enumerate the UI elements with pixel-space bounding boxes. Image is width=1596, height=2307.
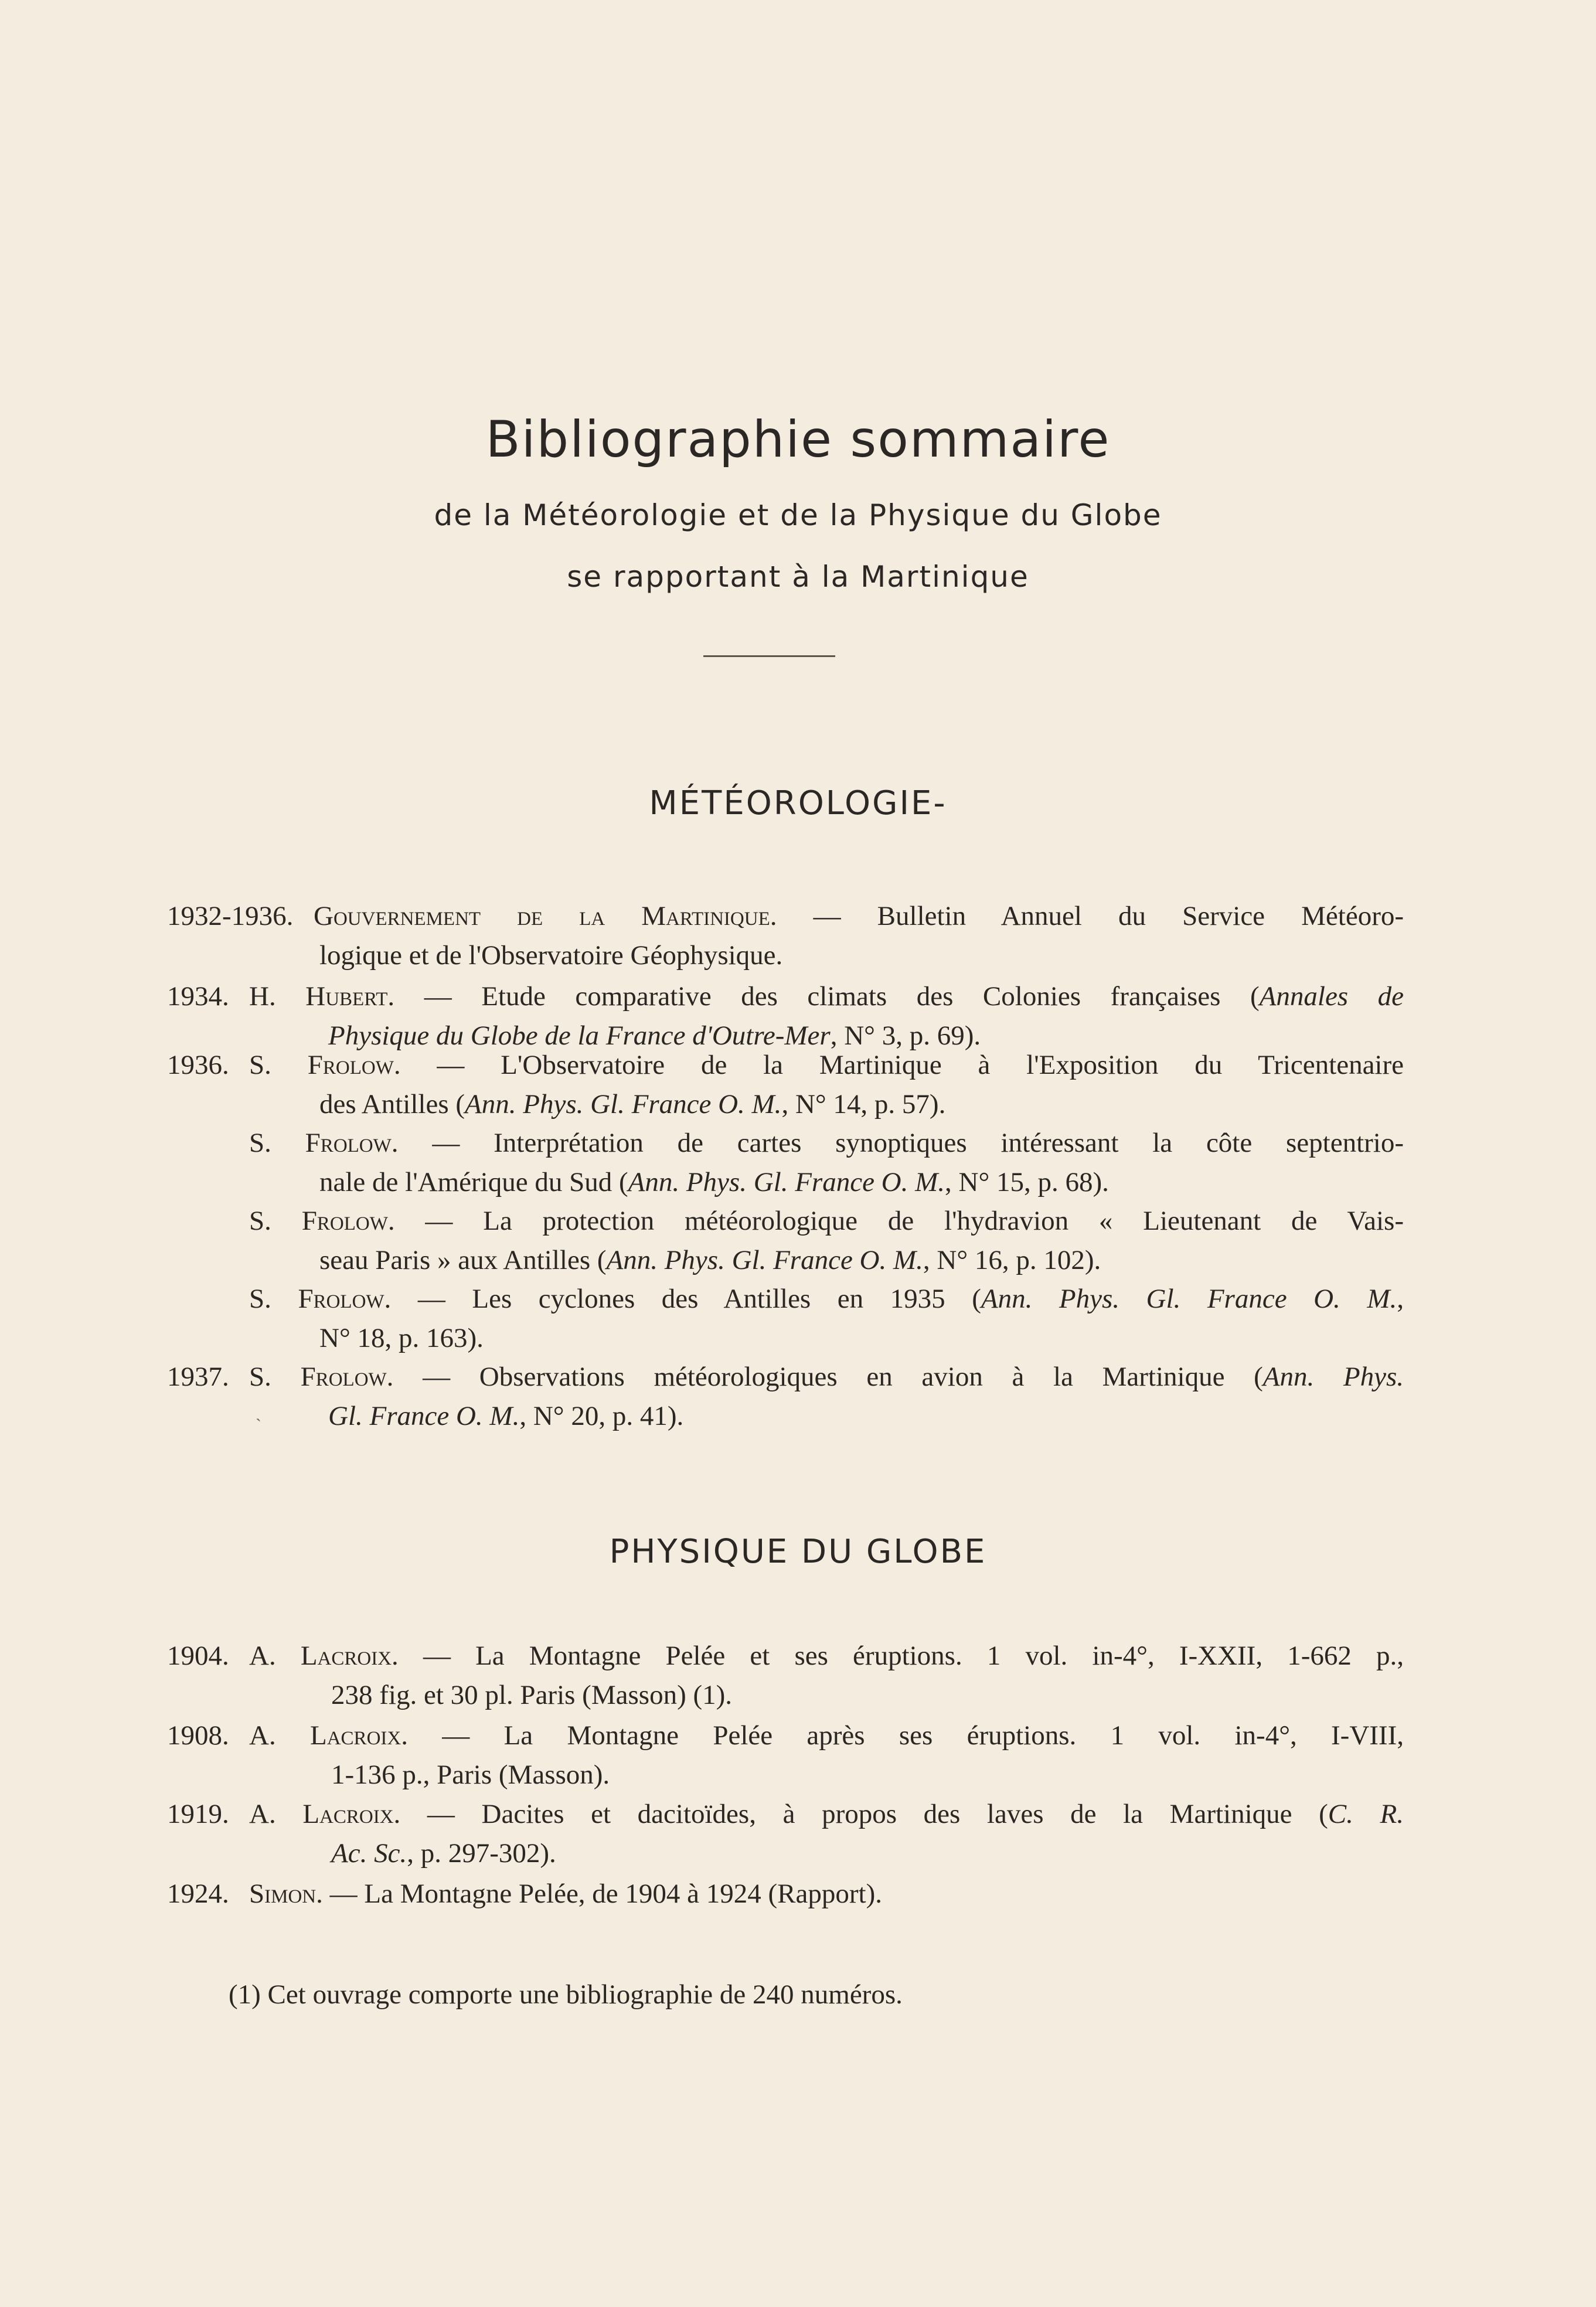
entry-year: 1904. [167, 1641, 229, 1671]
entry-year: 1936. [167, 1050, 229, 1080]
bib-entry [167, 1046, 1404, 1124]
entry-ref: , N° 15, p. 68). [945, 1167, 1109, 1197]
section-heading-physique-du-globe: PHYSIQUE DU GLOBE [609, 1533, 987, 1571]
entry-year: 1932-1936. [167, 901, 294, 931]
entry-initial: A. [249, 1641, 301, 1671]
entry-ref: , N° 16, p. 102). [923, 1245, 1101, 1275]
entry-author: Lacroix. [300, 1641, 399, 1671]
entry-journal: Ann. Phys. Gl. France O. M. [981, 1284, 1397, 1314]
stray-mark: ˋ [256, 1415, 261, 1435]
bib-entry [167, 977, 1404, 1056]
entry-journal: Annales de [1259, 981, 1404, 1012]
entry-ref: , N° 3, p. 69). [830, 1020, 981, 1051]
entry-initial: S. [249, 1206, 302, 1236]
entry-author: Frolow. [307, 1050, 401, 1080]
entry-journal: Ac. Sc. [331, 1838, 407, 1869]
entry-author: Frolow. [298, 1284, 392, 1314]
entry-journal: C. R. [1328, 1799, 1404, 1829]
bib-entry [167, 1795, 1404, 1873]
entry-text: — L'Observatoire de la Martinique à l'Exposition du Tricentenaire [400, 1050, 1404, 1080]
bib-entry [167, 1636, 1404, 1715]
entry-text: des Antilles ( [319, 1089, 465, 1120]
entry-author: Hubert. [305, 981, 395, 1012]
entry-punct: , [1397, 1284, 1404, 1314]
entry-text: — Bulletin Annuel du Service Météoro- [777, 901, 1404, 931]
entry-author: Gouvernement de la Martinique. [314, 901, 777, 931]
entry-text: — Observations météorologiques en avion à la Martinique ( [393, 1362, 1263, 1392]
entry-year: 1919. [167, 1799, 229, 1829]
bib-entry [167, 897, 1404, 975]
entry-journal: Ann. Phys. Gl. France O. M. [465, 1089, 782, 1120]
entry-ref: , N° 14, p. 57). [781, 1089, 946, 1120]
entry-text: — La Montagne Pelée après ses éruptions. 1 vol. in-4°, I-VIII, [407, 1720, 1404, 1751]
entry-initial: S. [249, 1284, 298, 1314]
entry-journal: Gl. France O. M. [328, 1401, 520, 1431]
entry-text: — Dacites et dacitoïdes, à propos des laves de la Martinique ( [400, 1799, 1328, 1829]
title-divider [703, 655, 835, 657]
entry-continuation: 1-136 p., Paris (Masson). [331, 1760, 610, 1790]
entry-initial: A. [249, 1799, 303, 1829]
entry-author: Simon. [249, 1879, 323, 1909]
entry-text: — Interprétation de cartes synoptiques intéressant la côte septentrio- [398, 1128, 1404, 1158]
entry-author: Frolow. [305, 1128, 399, 1158]
footnote: (1) Cet ouvrage comporte une bibliographie de 240 numéros. [229, 1979, 903, 2010]
entry-journal: Ann. Phys. Gl. France O. M. [606, 1245, 923, 1275]
entry-author: Frolow. [301, 1206, 395, 1236]
entry-journal: Ann. Phys. Gl. France O. M. [628, 1167, 945, 1197]
entry-text: nale de l'Amérique du Sud ( [319, 1167, 628, 1197]
entry-text: seau Paris » aux Antilles ( [319, 1245, 607, 1275]
entry-journal: Ann. Phys. [1262, 1362, 1404, 1392]
entry-continuation: 238 fig. et 30 pl. Paris (Masson) (1). [331, 1680, 733, 1710]
entry-journal: Physique du Globe de la France d'Outre-Mer [328, 1020, 831, 1051]
entry-initial: S. [249, 1362, 301, 1392]
entry-initial: S. [249, 1050, 308, 1080]
entry-continuation: logique et de l'Observatoire Géophysique. [319, 940, 783, 971]
page-title: Bibliographie sommaire [485, 410, 1111, 469]
entry-initial: A. [249, 1720, 310, 1751]
bib-entry [167, 1280, 1404, 1358]
bib-entry [167, 1124, 1404, 1202]
entry-ref: , N° 20, p. 41). [519, 1401, 684, 1431]
entry-year: 1924. [167, 1879, 229, 1909]
entry-author: Frolow. [300, 1362, 394, 1392]
entry-continuation: N° 18, p. 163). [319, 1323, 484, 1353]
entry-year: 1937. [167, 1362, 229, 1392]
subtitle-line-1: de la Météorologie et de la Physique du Globe [434, 498, 1162, 532]
entry-author: Lacroix. [310, 1720, 408, 1751]
subtitle-line-2: se rapportant à la Martinique [567, 560, 1029, 594]
entry-year: 1908. [167, 1720, 229, 1751]
entry-ref: , p. 297-302). [407, 1838, 556, 1869]
entry-text: — La Montagne Pelée et ses éruptions. 1 vol. in-4°, I-XXII, 1-662 p., [398, 1641, 1404, 1671]
entry-initial: S. [249, 1128, 305, 1158]
bib-entry [167, 1874, 1404, 1914]
entry-text: — La Montagne Pelée, de 1904 à 1924 (Rapport). [322, 1879, 883, 1909]
bib-entry [167, 1357, 1404, 1436]
entry-author: Lacroix. [302, 1799, 401, 1829]
entry-initial: H. [249, 981, 306, 1012]
section-heading-meteorologie: MÉTÉOROLOGIE- [649, 784, 947, 822]
entry-year: 1934. [167, 981, 229, 1012]
entry-text: — Etude comparative des climats des Colonies françaises ( [394, 981, 1260, 1012]
bib-entry [167, 1716, 1404, 1795]
entry-text: — Les cyclones des Antilles en 1935 ( [391, 1284, 981, 1314]
entry-text: — La protection météorologique de l'hydravion « Lieutenant de Vais- [394, 1206, 1404, 1236]
bib-entry [167, 1202, 1404, 1280]
